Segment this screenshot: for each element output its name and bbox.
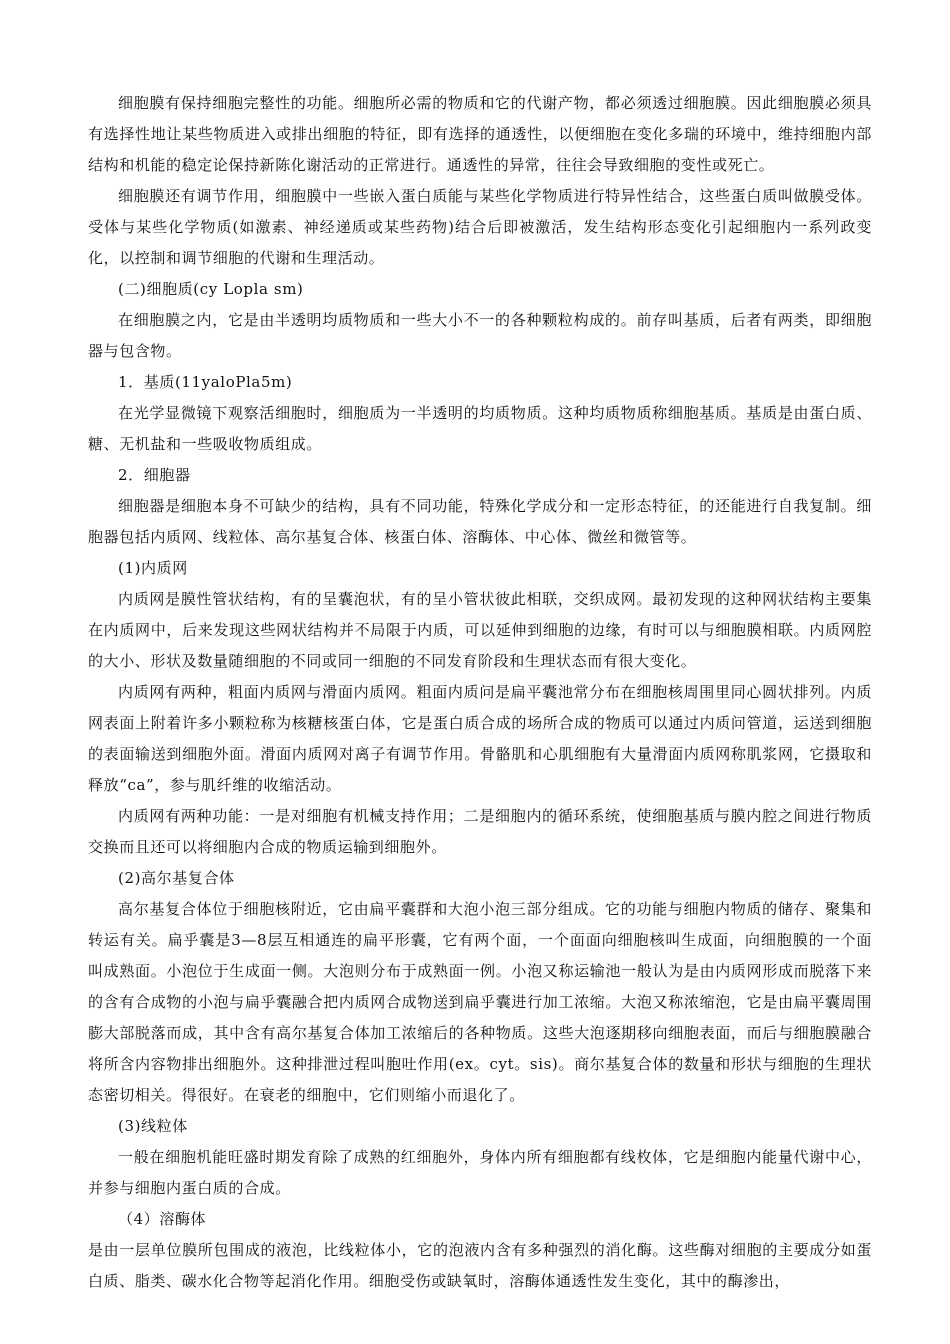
paragraph-organelles: 细胞器是细胞本身不可缺少的结构，具有不同功能，特殊化学成分和一定形态特征，的还能进行自我复制。细胞器包括内质网、线粒体、高尔基复合体、核蛋白体、溶酶体、中心体、微丝和微管等。 (88, 497, 872, 546)
paragraph-er-functions: 内质网有两种功能：一是对细胞有机械支持作用；二是细胞内的循环系统，使细胞基质与膜内腔之间进行物质交换而且还可以将细胞内合成的物质运输到细胞外。 (88, 807, 872, 856)
document-page (88, 88, 872, 1297)
paragraph-membrane-function: 细胞膜有保持细胞完整性的功能。细胞所必需的物质和它的代谢产物，都必须透过细胞膜。因此细胞膜必须具有选择性地让某些物质进入或排出细胞的特征，即有选择的通透性，以便细胞在变化多瑞的环境中，维持细胞内部结构和机能的稳定论保持新陈化谢活动的正常进行。通透性的异常，往往会导致细胞的变性或死亡。 (88, 94, 872, 174)
subheading-matrix: 1．基质(11yaloPla5m) (118, 373, 293, 391)
subheading-organelles: 2．细胞器 (118, 466, 191, 484)
paragraph-cytoplasm-intro: 在细胞膜之内，它是由半透明均质物质和一些大小不一的各种颗粒构成的。前存叫基质，后者有两类，即细胞器与包含物。 (88, 311, 872, 360)
paragraph-mitochondria: 一般在细胞机能旺盛时期发育除了成熟的红细胞外，身体内所有细胞都有线枚体，它是细胞内能量代谢中心，并参与细胞内蛋白质的合成。 (88, 1148, 872, 1197)
subheading-mitochondria: (3)线粒体 (118, 1117, 188, 1135)
paragraph-lysosome: 是由一层单位膜所包围成的液泡，比线粒体小，它的泡液内含有多种强烈的消化酶。这些酶对细胞的主要成分如蛋白质、脂类、碳水化合物等起消化作用。细胞受伤或缺氧时，溶酶体通透性发生变化，其中的酶渗出， (88, 1241, 872, 1290)
paragraph-er-structure: 内质网是膜性管状结构，有的呈囊泡状，有的呈小管状彼此相联，交织成网。最初发现的这种网状结构主要集在内质网中，后来发现这些网状结构并不局限于内质，可以延伸到细胞的边缘，有时可以与细胞膜相联。内质网腔的大小、形状及数量随细胞的不同或同一细胞的不同发育阶段和生理状态而有很大变化。 (88, 590, 872, 670)
paragraph-membrane-regulation: 细胞膜还有调节作用，细胞膜中一些嵌入蛋白质能与某些化学物质进行特异性结合，这些蛋白质叫做膜受体。受体与某些化学物质(如激素、神经递质或某些药物)结合后即被激活，发生结构形态变化引起细胞内一系列政变化，以控制和调节细胞的代谢和生理活动。 (88, 187, 872, 267)
subheading-golgi: (2)高尔基复合体 (118, 869, 235, 887)
paragraph-golgi: 高尔基复合体位于细胞核附近，它由扁平囊群和大泡小泡三部分组成。它的功能与细胞内物质的储存、聚集和转运有关。扁乎囊是3—8层互相通连的扁平形囊，它有两个面，一个面面向细胞核叫生成面，向细胞膜的一个面叫成熟面。小泡位于生成面一侧。大泡则分布于成熟面一例。小泡又称运输池一般认为是由内质网形成而脱落下来的含有合成物的小泡与扁乎囊融合把内质网合成物送到扁乎囊进行加工浓缩。大泡又称浓缩泡，它是由扁平囊周围膨大部脱落而成，其中含有高尔基复合体加工浓缩后的各种物质。这些大泡逐期移向细胞表面，而后与细胞膜融合将所含内容物排出细胞外。这种排泄过程叫胞吐作用(ex。cyt。sis)。商尔基复合体的数量和形状与细胞的生理状态密切相关。得很好。在衰老的细胞中，它们则缩小而退化了。 (88, 900, 872, 1104)
subheading-lysosome: （4）溶酶体 (118, 1210, 207, 1228)
subheading-endoplasmic-reticulum: (1)内质网 (118, 559, 188, 577)
section-heading-cytoplasm: (二)细胞质(cy Lopla sm) (118, 280, 304, 298)
paragraph-er-types: 内质网有两种，粗面内质网与滑面内质网。粗面内质问是扁平囊池常分布在细胞核周围里同心圆状排列。内质网表面上附着许多小颗粒称为核糖核蛋白体，它是蛋白质合成的场所合成的物质可以通过内质问管道，运送到细胞的表面输送到细胞外面。滑面内质网对离子有调节作用。骨骼肌和心肌细胞有大量滑面内质网称肌浆网，它摄取和释放“ca”，参与肌纤维的收缩活动。 (88, 683, 872, 794)
paragraph-matrix: 在光学显微镜下观察活细胞时，细胞质为一半透明的均质物质。这种均质物质称细胞基质。基质是由蛋白质、糖、无机盐和一些吸收物质组成。 (88, 404, 872, 453)
